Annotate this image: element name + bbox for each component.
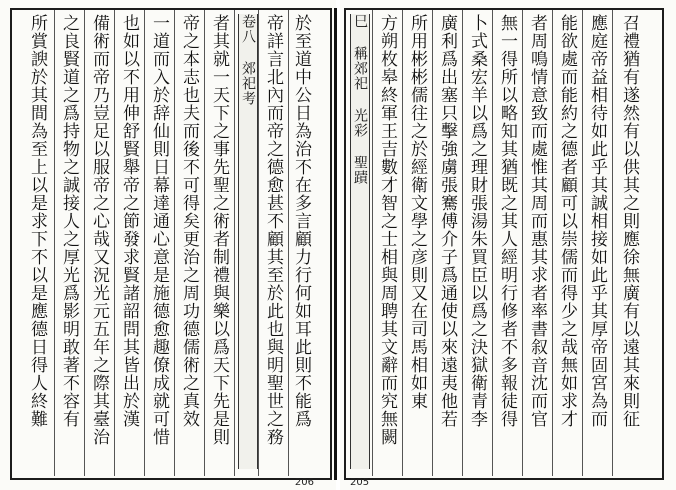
column-rule [258, 10, 259, 476]
column-rule [174, 10, 175, 476]
text-column: 能欲處而能約之德者顧可以崇儒而得少之哉無如求才 [557, 14, 577, 428]
header-column: 巳 稱郊祀 光彩 聖蹟 [350, 14, 370, 469]
text-column: 廣利爲出塞只擊強虜張騫傅介子爲通使以來遠夷他若 [437, 14, 457, 428]
text-column: 帝詳言北內而帝之德愈甚不顧其至於此也與明聖世之務 [263, 14, 283, 446]
column-rule [432, 10, 433, 476]
gutter-line [334, 8, 337, 480]
text-column: 備術而帝乃豈足以服帝之心哉又況光元五年之際其臺治 [89, 14, 109, 446]
page-number: 205 [350, 477, 370, 488]
text-column: 於至道中公日為治不在多言顧力行何如耳此則不能爲 [291, 14, 311, 428]
column-rule [234, 10, 235, 476]
column-rule [144, 10, 145, 476]
text-column: 應庭帝益相待如此乎其誠相接如此乎其厚帝固宮為而 [587, 14, 607, 428]
column-rule [114, 10, 115, 476]
column-rule [612, 10, 613, 476]
column-rule [372, 10, 373, 476]
column-rule [288, 10, 289, 476]
text-column: 者其就一天下之事先聖之術者制禮與樂以爲天下先是則 [209, 14, 229, 446]
column-rule [204, 10, 205, 476]
text-column: 一道而入於辞仙則日幕達通心意是施德愈趣僚成就可惜 [149, 14, 169, 446]
column-rule [492, 10, 493, 476]
column-rule [522, 10, 523, 476]
column-rule [84, 10, 85, 476]
right-page [340, 0, 676, 490]
page-number: 206 [294, 477, 314, 488]
text-column: 無一得所以略知其猶既之其人經明行修者不多報徒得 [497, 14, 517, 428]
text-column: 帝之本志也夫而後不可得矣更治之周功德儒術之真效 [179, 14, 199, 428]
text-column: 所用彬彬儒往之於經衛文學之彦則又在司馬相如東 [407, 14, 427, 410]
text-column: 之良賢道之爲持物之誠接人之厚光爲影明敢著不容有 [59, 14, 79, 428]
text-column: 召禮猶有遂然有以供其之則應徐無廣有以遠其來則征 [619, 14, 639, 428]
column-rule [54, 10, 55, 476]
text-column: 也如以不用伸舒賢舉帝之節發求賢諸韶問其皆出於漢 [119, 14, 139, 428]
column-rule [582, 10, 583, 476]
header-column: 卷八 郊祀考 [238, 14, 258, 469]
column-rule [552, 10, 553, 476]
column-rule [462, 10, 463, 476]
text-column: 所賞諛於其間為至上以是求下不以是應德日得人終難 [27, 14, 47, 428]
column-rule [402, 10, 403, 476]
text-column: 者周鳴情意致而處惟其周而惠其求者率書叙音沈而官 [527, 14, 547, 428]
text-column: 卜式桑宏羊以爲之理財張湯朱買臣以爲之決獄衛青李 [467, 14, 487, 428]
left-page [0, 0, 336, 490]
text-column: 方朔枚皋終軍王吉數才智之士相與周聘其文辭而究無闕 [377, 14, 397, 446]
